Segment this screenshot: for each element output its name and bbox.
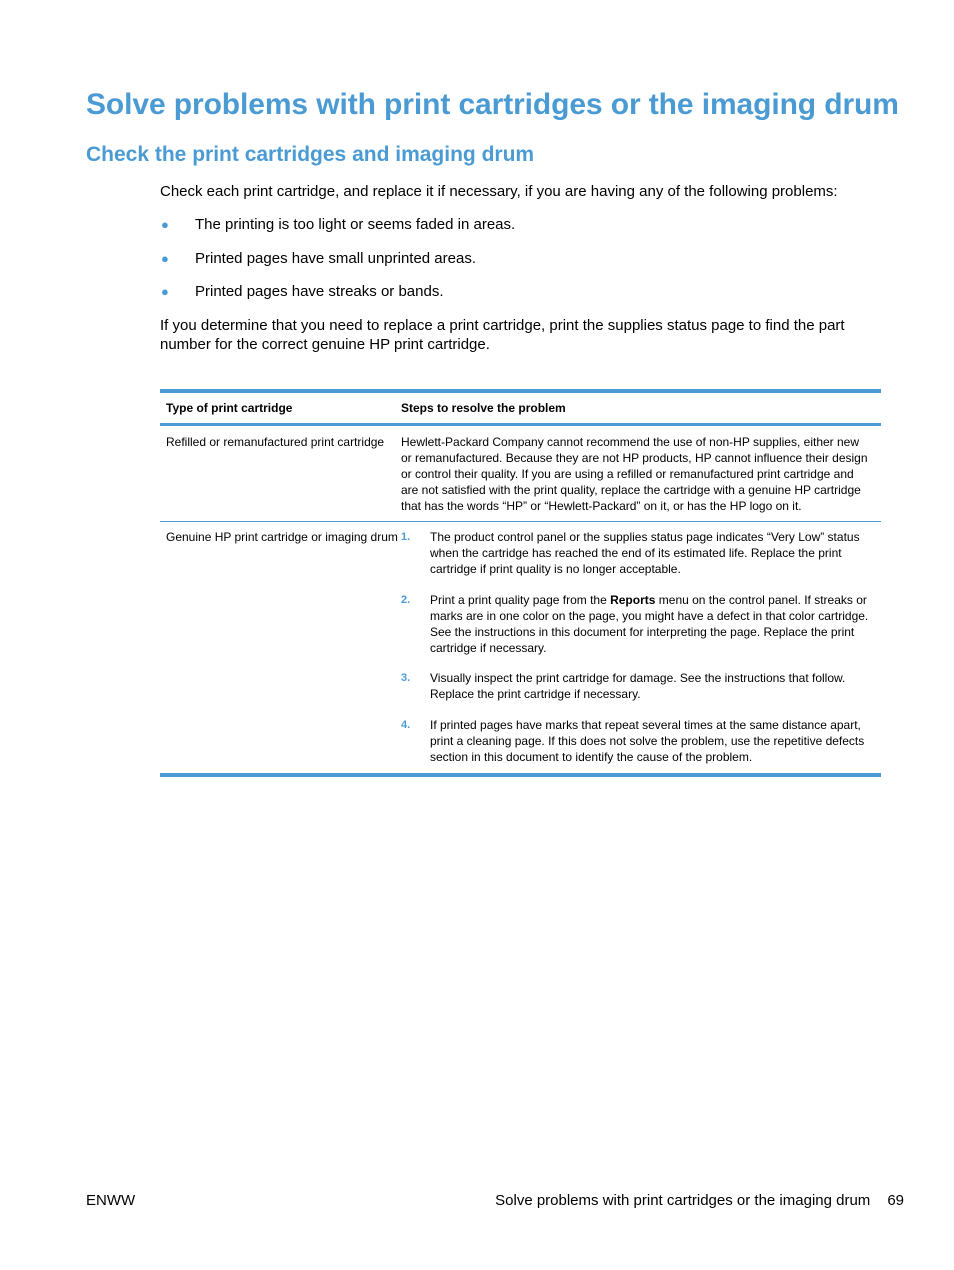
list-item-text: Printed pages have streaks or bands. (195, 283, 444, 300)
header-type: Type of print cartridge (166, 401, 293, 415)
step-number: 2. (401, 593, 411, 606)
cell-steps (401, 529, 881, 765)
list-item (160, 215, 880, 234)
section-heading: Check the print cartridges and imaging drum (86, 143, 535, 166)
footer-locale: ENWW (86, 1192, 136, 1209)
table-row (160, 426, 881, 522)
step-text: The product control panel or the supplies status page indicates “Very Low” status when the cartridge has reached the end of its estimated life. Replace the print cartridge if print quality is no longer acceptable. (430, 530, 860, 576)
step-text (430, 593, 868, 655)
body-content (160, 182, 880, 354)
footer-section (495, 1192, 904, 1209)
bullet-icon: ● (161, 284, 169, 299)
step-number: 1. (401, 531, 411, 543)
step-item (401, 717, 873, 765)
table-header (160, 393, 881, 426)
page-number: 69 (887, 1192, 904, 1209)
step-number: 3. (401, 672, 411, 684)
list-item-text: The printing is too light or seems faded in areas. (195, 216, 516, 233)
page-title: Solve problems with print cartridges or the imaging drum (86, 88, 899, 121)
cell-steps: Hewlett-Packard Company cannot recommend the use of non-HP supplies, either new or remanufactured. Because they are not HP products, HP cannot influence their design or control their quality. If you are using a refilled or remanufactured print cartridge and are not satisfied with the print quality, replace the cartridge with a genuine HP cartridge that has the words “HP” or “Hewlett-Packard” on it, or has the HP logo on it. (401, 435, 868, 513)
bullet-icon: ● (161, 250, 169, 266)
table-row (160, 522, 881, 773)
step-number: 4. (401, 718, 411, 731)
step-item (401, 592, 873, 656)
intro-paragraph: Check each print cartridge, and replace it if necessary, if you are having any of the following problems: (160, 183, 838, 200)
cell-type: Genuine HP print cartridge or imaging drum (166, 530, 398, 544)
list-item-text: Printed pages have small unprinted areas. (195, 249, 477, 267)
step-text-post: menu on the control panel. If streaks or marks are in one color on the page, you might have a defect in that color cartridge. See the instructions in this document for interpreting the page. Replace the print cartridge if necessary. (430, 592, 869, 655)
step-item (401, 670, 873, 702)
replace-paragraph: If you determine that you need to replace a print cartridge, print the supplies status page to find the part number for the correct genuine HP print cartridge. (160, 316, 845, 353)
cell-type: Refilled or remanufactured print cartridge (166, 435, 385, 449)
list-item (160, 282, 880, 301)
problem-list (160, 215, 880, 301)
steps-list (401, 529, 873, 765)
bullet-icon: ● (161, 217, 169, 232)
step-text: Visually inspect the print cartridge for damage. See the instructions that follow. Replace the print cartridge if necessary. (430, 671, 846, 701)
step-text: If printed pages have marks that repeat several times at the same distance apart, print a cleaning page. If this does not solve the problem, use the repetitive defects section in this document to identify the cause of the problem. (430, 717, 865, 764)
step-item (401, 529, 873, 577)
reports-menu-name: Reports (610, 592, 656, 607)
footer-section-title: Solve problems with print cartridges or the imaging drum (495, 1192, 871, 1209)
list-item (160, 249, 880, 268)
cartridge-table (160, 389, 881, 777)
step-text-pre: Print a print quality page from the (430, 592, 611, 607)
header-steps: Steps to resolve the problem (401, 401, 566, 415)
